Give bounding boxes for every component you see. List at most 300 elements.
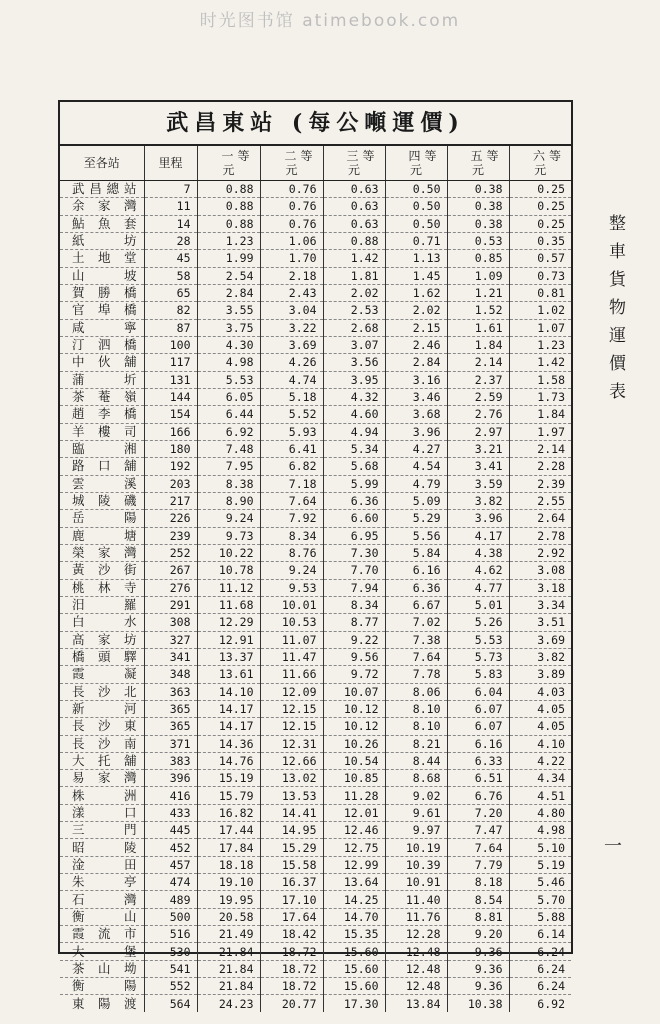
table-row (60, 752, 571, 769)
station-name-cell: 路口舖 (60, 458, 144, 475)
distance-cell: 14 (144, 215, 197, 232)
rate-cell: 10.26 (323, 735, 385, 752)
rate-cell: 10.54 (323, 752, 385, 769)
station-name-cell: 漾口 (60, 804, 144, 821)
table-row (60, 683, 571, 700)
table-row (60, 388, 571, 405)
rate-cell: 1.52 (447, 302, 509, 319)
rate-cell: 0.35 (509, 232, 571, 249)
rate-cell: 4.98 (197, 354, 260, 371)
rate-cell: 11.12 (197, 579, 260, 596)
distance-cell: 192 (144, 458, 197, 475)
table-row (60, 891, 571, 908)
rate-cell: 3.34 (509, 596, 571, 613)
distance-cell: 11 (144, 198, 197, 215)
rate-cell: 7.64 (385, 648, 447, 665)
table-row (60, 874, 571, 891)
distance-cell: 276 (144, 579, 197, 596)
rate-cell: 5.01 (447, 596, 509, 613)
rate-cell: 7.18 (260, 475, 323, 492)
rate-cell: 12.31 (260, 735, 323, 752)
distance-cell: 217 (144, 492, 197, 509)
rate-cell: 3.04 (260, 302, 323, 319)
table-row (60, 250, 571, 267)
header-station: 至各站 (60, 146, 144, 181)
station-name-cell: 橋頭驛 (60, 648, 144, 665)
station-name-cell: 鹿塘 (60, 527, 144, 544)
table-row (60, 735, 571, 752)
rate-cell: 24.23 (197, 995, 260, 1012)
rate-cell: 8.06 (385, 683, 447, 700)
rate-cell: 7.38 (385, 631, 447, 648)
rate-cell: 1.13 (385, 250, 447, 267)
distance-cell: 552 (144, 978, 197, 995)
station-name-cell: 易家灣 (60, 770, 144, 787)
rate-cell: 2.59 (447, 388, 509, 405)
rate-cell: 5.46 (509, 874, 571, 891)
rate-cell: 3.41 (447, 458, 509, 475)
rate-cell: 13.64 (323, 874, 385, 891)
rate-cell: 3.96 (447, 510, 509, 527)
rate-cell: 4.79 (385, 475, 447, 492)
freight-rate-table (60, 146, 571, 1012)
table-row (60, 198, 571, 215)
station-name-cell: 土地堂 (60, 250, 144, 267)
rate-cell: 8.21 (385, 735, 447, 752)
header-class-1: 一等 元 (197, 146, 260, 181)
rate-cell: 3.89 (509, 666, 571, 683)
rate-cell: 8.77 (323, 614, 385, 631)
rate-cell: 10.01 (260, 596, 323, 613)
rate-cell: 18.72 (260, 943, 323, 960)
rate-cell: 4.98 (509, 822, 571, 839)
rate-cell: 10.53 (260, 614, 323, 631)
rate-cell: 21.49 (197, 926, 260, 943)
header-class-3: 三等 元 (323, 146, 385, 181)
rate-cell: 7.48 (197, 440, 260, 457)
rate-cell: 0.76 (260, 198, 323, 215)
rate-cell: 10.07 (323, 683, 385, 700)
station-name-cell: 汨羅 (60, 596, 144, 613)
rate-cell: 1.06 (260, 232, 323, 249)
rate-cell: 13.61 (197, 666, 260, 683)
station-name-cell: 咸寧 (60, 319, 144, 336)
rate-cell: 0.88 (323, 232, 385, 249)
station-name-cell: 東陽渡 (60, 995, 144, 1012)
table-row (60, 181, 571, 198)
table-row (60, 336, 571, 353)
rate-cell: 17.44 (197, 822, 260, 839)
rate-cell: 1.73 (509, 388, 571, 405)
distance-cell: 226 (144, 510, 197, 527)
station-name-cell: 長沙南 (60, 735, 144, 752)
rate-cell: 0.85 (447, 250, 509, 267)
rate-cell: 6.16 (385, 562, 447, 579)
station-name-cell: 汀泗橋 (60, 336, 144, 353)
rate-cell: 6.76 (447, 787, 509, 804)
rate-cell: 12.28 (385, 926, 447, 943)
rate-cell: 12.09 (260, 683, 323, 700)
rate-cell: 14.36 (197, 735, 260, 752)
rate-cell: 6.16 (447, 735, 509, 752)
station-name-cell: 山坡 (60, 267, 144, 284)
rate-cell: 6.05 (197, 388, 260, 405)
rate-cell: 12.29 (197, 614, 260, 631)
table-row (60, 700, 571, 717)
rate-cell: 5.18 (260, 388, 323, 405)
distance-cell: 371 (144, 735, 197, 752)
rate-cell: 6.60 (323, 510, 385, 527)
distance-cell: 365 (144, 718, 197, 735)
rate-cell: 15.60 (323, 978, 385, 995)
rate-cell: 12.99 (323, 856, 385, 873)
table-row (60, 943, 571, 960)
rate-cell: 19.10 (197, 874, 260, 891)
rate-cell: 7.20 (447, 804, 509, 821)
rate-cell: 6.24 (509, 960, 571, 977)
distance-cell: 530 (144, 943, 197, 960)
rate-cell: 1.58 (509, 371, 571, 388)
rate-cell: 4.94 (323, 423, 385, 440)
table-row (60, 423, 571, 440)
rate-cell: 0.73 (509, 267, 571, 284)
station-name-cell: 賀勝橋 (60, 284, 144, 301)
distance-cell: 65 (144, 284, 197, 301)
rate-cell: 8.76 (260, 544, 323, 561)
distance-cell: 341 (144, 648, 197, 665)
rate-cell: 14.25 (323, 891, 385, 908)
rate-cell: 1.07 (509, 319, 571, 336)
rate-cell: 1.70 (260, 250, 323, 267)
rate-cell: 1.42 (323, 250, 385, 267)
table-row (60, 406, 571, 423)
rate-cell: 7.64 (260, 492, 323, 509)
rate-cell: 3.51 (509, 614, 571, 631)
rate-cell: 8.10 (385, 700, 447, 717)
rate-cell: 12.15 (260, 718, 323, 735)
rate-cell: 17.84 (197, 839, 260, 856)
rate-cell: 1.84 (509, 406, 571, 423)
rate-cell: 4.38 (447, 544, 509, 561)
table-row (60, 596, 571, 613)
rate-cell: 12.91 (197, 631, 260, 648)
distance-cell: 252 (144, 544, 197, 561)
rate-cell: 2.68 (323, 319, 385, 336)
rate-cell: 4.60 (323, 406, 385, 423)
rate-cell: 5.19 (509, 856, 571, 873)
distance-cell: 267 (144, 562, 197, 579)
table-row (60, 770, 571, 787)
table-row (60, 960, 571, 977)
rate-cell: 9.73 (197, 527, 260, 544)
station-name-cell: 衡陽 (60, 978, 144, 995)
rate-cell: 0.25 (509, 215, 571, 232)
rate-cell: 6.36 (385, 579, 447, 596)
rate-cell: 2.43 (260, 284, 323, 301)
rate-cell: 9.24 (197, 510, 260, 527)
rate-cell: 3.56 (323, 354, 385, 371)
station-name-cell: 鮎魚套 (60, 215, 144, 232)
rate-cell: 0.81 (509, 284, 571, 301)
station-name-cell: 大堡 (60, 943, 144, 960)
station-name-cell: 紙坊 (60, 232, 144, 249)
rate-cell: 12.75 (323, 839, 385, 856)
distance-cell: 564 (144, 995, 197, 1012)
rate-cell: 8.44 (385, 752, 447, 769)
rate-cell: 3.95 (323, 371, 385, 388)
rate-cell: 15.35 (323, 926, 385, 943)
distance-cell: 291 (144, 596, 197, 613)
rate-cell: 9.22 (323, 631, 385, 648)
distance-cell: 28 (144, 232, 197, 249)
rate-cell: 12.48 (385, 978, 447, 995)
rate-cell: 17.64 (260, 908, 323, 925)
rate-cell: 2.76 (447, 406, 509, 423)
rate-cell: 4.62 (447, 562, 509, 579)
rate-cell: 10.12 (323, 718, 385, 735)
rate-cell: 2.18 (260, 267, 323, 284)
rate-cell: 18.18 (197, 856, 260, 873)
table-row (60, 232, 571, 249)
rate-cell: 2.15 (385, 319, 447, 336)
rate-cell: 10.85 (323, 770, 385, 787)
table-row (60, 648, 571, 665)
station-name-cell: 羊樓司 (60, 423, 144, 440)
rate-cell: 10.78 (197, 562, 260, 579)
rate-cell: 0.38 (447, 198, 509, 215)
rate-cell: 12.15 (260, 700, 323, 717)
table-row (60, 787, 571, 804)
rate-cell: 17.10 (260, 891, 323, 908)
rate-cell: 0.50 (385, 215, 447, 232)
rate-cell: 9.24 (260, 562, 323, 579)
station-name-cell: 榮家灣 (60, 544, 144, 561)
rate-cell: 13.37 (197, 648, 260, 665)
rate-cell: 21.84 (197, 943, 260, 960)
table-row (60, 371, 571, 388)
rate-cell: 6.82 (260, 458, 323, 475)
rate-cell: 11.66 (260, 666, 323, 683)
rate-cell: 4.51 (509, 787, 571, 804)
rate-cell: 3.18 (509, 579, 571, 596)
rate-cell: 19.95 (197, 891, 260, 908)
rate-cell: 21.84 (197, 978, 260, 995)
rate-cell: 4.26 (260, 354, 323, 371)
table-row (60, 354, 571, 371)
rate-cell: 13.84 (385, 995, 447, 1012)
station-name-cell: 株洲 (60, 787, 144, 804)
rate-cell: 11.47 (260, 648, 323, 665)
distance-cell: 383 (144, 752, 197, 769)
rate-cell: 2.64 (509, 510, 571, 527)
rate-cell: 2.97 (447, 423, 509, 440)
rate-cell: 1.99 (197, 250, 260, 267)
rate-cell: 3.82 (447, 492, 509, 509)
distance-cell: 58 (144, 267, 197, 284)
rate-cell: 10.12 (323, 700, 385, 717)
distance-cell: 445 (144, 822, 197, 839)
rate-cell: 4.17 (447, 527, 509, 544)
rate-cell: 14.76 (197, 752, 260, 769)
rate-cell: 4.03 (509, 683, 571, 700)
distance-cell: 180 (144, 440, 197, 457)
station-name-cell: 趙李橋 (60, 406, 144, 423)
rate-cell: 2.02 (323, 284, 385, 301)
rate-cell: 0.88 (197, 198, 260, 215)
rate-cell: 0.88 (197, 215, 260, 232)
rate-cell: 5.88 (509, 908, 571, 925)
table-row (60, 718, 571, 735)
rate-cell: 15.19 (197, 770, 260, 787)
table-row (60, 562, 571, 579)
station-name-cell: 黃沙街 (60, 562, 144, 579)
rate-cell: 9.97 (385, 822, 447, 839)
rate-cell: 1.21 (447, 284, 509, 301)
rate-cell: 14.17 (197, 718, 260, 735)
rate-cell: 18.72 (260, 960, 323, 977)
rate-cell: 18.72 (260, 978, 323, 995)
rate-cell: 0.53 (447, 232, 509, 249)
rate-cell: 1.42 (509, 354, 571, 371)
rate-cell: 2.84 (197, 284, 260, 301)
rate-cell: 4.80 (509, 804, 571, 821)
rate-cell: 2.37 (447, 371, 509, 388)
rate-cell: 8.38 (197, 475, 260, 492)
rate-cell: 2.54 (197, 267, 260, 284)
rate-cell: 0.76 (260, 181, 323, 198)
rate-cell: 7.94 (323, 579, 385, 596)
rate-cell: 0.25 (509, 198, 571, 215)
rate-cell: 16.37 (260, 874, 323, 891)
rate-cell: 5.68 (323, 458, 385, 475)
distance-cell: 45 (144, 250, 197, 267)
station-name-cell: 朱亭 (60, 874, 144, 891)
rate-cell: 8.34 (323, 596, 385, 613)
rate-cell: 2.02 (385, 302, 447, 319)
rate-cell: 20.77 (260, 995, 323, 1012)
rate-cell: 6.51 (447, 770, 509, 787)
rate-cell: 7.64 (447, 839, 509, 856)
rate-cell: 7.02 (385, 614, 447, 631)
station-name-cell: 昭陵 (60, 839, 144, 856)
table-row (60, 995, 571, 1012)
rate-cell: 5.70 (509, 891, 571, 908)
distance-cell: 100 (144, 336, 197, 353)
rate-cell: 6.36 (323, 492, 385, 509)
side-title: 整車貨物運價表 (605, 214, 625, 410)
rate-cell: 6.14 (509, 926, 571, 943)
rate-cell: 4.34 (509, 770, 571, 787)
rate-cell: 3.21 (447, 440, 509, 457)
rate-cell: 2.53 (323, 302, 385, 319)
table-row (60, 579, 571, 596)
rate-cell: 15.29 (260, 839, 323, 856)
rate-cell: 6.67 (385, 596, 447, 613)
rate-cell: 6.33 (447, 752, 509, 769)
rate-cell: 5.56 (385, 527, 447, 544)
table-row (60, 267, 571, 284)
rate-cell: 5.52 (260, 406, 323, 423)
station-name-cell: 茶菴嶺 (60, 388, 144, 405)
rate-cell: 7.78 (385, 666, 447, 683)
station-name-cell: 余家灣 (60, 198, 144, 215)
rate-cell: 6.41 (260, 440, 323, 457)
table-row (60, 510, 571, 527)
rate-cell: 9.56 (323, 648, 385, 665)
rate-cell: 3.22 (260, 319, 323, 336)
table-row (60, 631, 571, 648)
distance-cell: 474 (144, 874, 197, 891)
rate-cell: 3.59 (447, 475, 509, 492)
rate-cell: 4.32 (323, 388, 385, 405)
distance-cell: 396 (144, 770, 197, 787)
header-distance: 里程 (144, 146, 197, 181)
table-row (60, 302, 571, 319)
rate-cell: 18.42 (260, 926, 323, 943)
table-title: 武昌東站 (每公噸運價) (60, 102, 571, 146)
rate-cell: 21.84 (197, 960, 260, 977)
station-name-cell: 大托舖 (60, 752, 144, 769)
rate-cell: 14.17 (197, 700, 260, 717)
station-name-cell: 岳陽 (60, 510, 144, 527)
rate-cell: 4.22 (509, 752, 571, 769)
rate-cell: 17.30 (323, 995, 385, 1012)
rate-cell: 0.38 (447, 181, 509, 198)
table-body (60, 181, 571, 1012)
station-name-cell: 桃林寺 (60, 579, 144, 596)
rate-cell: 4.77 (447, 579, 509, 596)
rate-cell: 4.54 (385, 458, 447, 475)
rate-cell: 0.38 (447, 215, 509, 232)
rate-cell: 11.68 (197, 596, 260, 613)
table-row (60, 804, 571, 821)
rate-cell: 0.25 (509, 181, 571, 198)
rate-cell: 15.60 (323, 943, 385, 960)
rate-cell: 7.92 (260, 510, 323, 527)
rate-cell: 1.62 (385, 284, 447, 301)
rate-cell: 6.92 (197, 423, 260, 440)
table-row (60, 856, 571, 873)
rate-cell: 0.50 (385, 181, 447, 198)
rate-cell: 1.61 (447, 319, 509, 336)
station-name-cell: 官埠橋 (60, 302, 144, 319)
rate-cell: 0.88 (197, 181, 260, 198)
rate-cell: 20.58 (197, 908, 260, 925)
rate-cell: 6.07 (447, 700, 509, 717)
rate-cell: 7.79 (447, 856, 509, 873)
header-class-4: 四等 元 (385, 146, 447, 181)
table-row (60, 284, 571, 301)
rate-cell: 12.48 (385, 943, 447, 960)
rate-cell: 9.72 (323, 666, 385, 683)
distance-cell: 348 (144, 666, 197, 683)
distance-cell: 457 (144, 856, 197, 873)
rate-cell: 3.82 (509, 648, 571, 665)
rate-cell: 11.07 (260, 631, 323, 648)
rate-cell: 0.63 (323, 215, 385, 232)
rate-cell: 6.95 (323, 527, 385, 544)
rate-cell: 15.79 (197, 787, 260, 804)
rate-cell: 10.91 (385, 874, 447, 891)
rate-cell: 5.83 (447, 666, 509, 683)
rate-cell: 1.45 (385, 267, 447, 284)
distance-cell: 416 (144, 787, 197, 804)
rate-cell: 0.63 (323, 181, 385, 198)
rate-cell: 6.92 (537, 996, 565, 1011)
rate-cell: 4.10 (509, 735, 571, 752)
distance-cell: 365 (144, 700, 197, 717)
rate-cell: 4.05 (509, 718, 571, 735)
